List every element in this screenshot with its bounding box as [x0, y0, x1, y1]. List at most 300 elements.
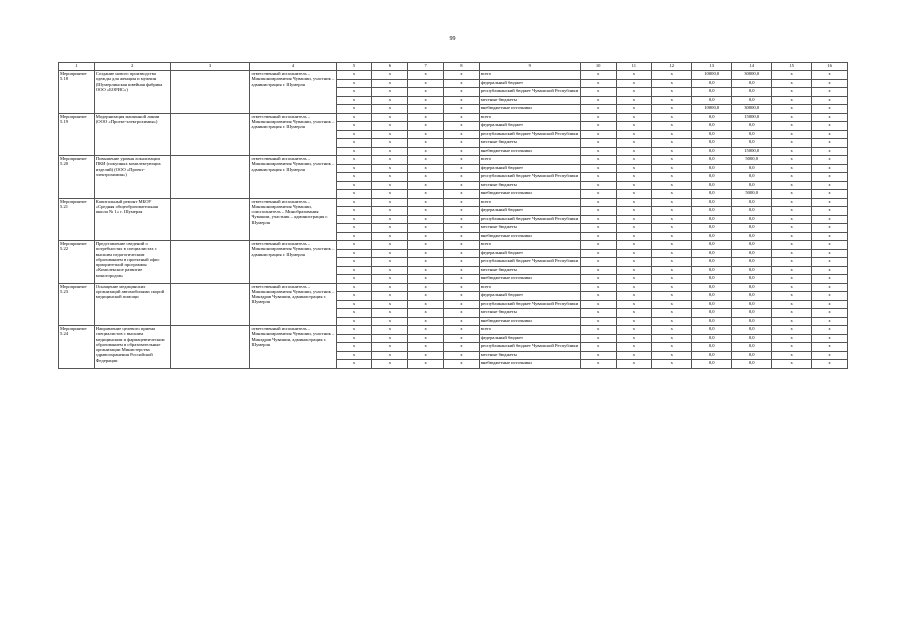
amount-cell: 0,0 — [692, 224, 732, 233]
x-mark: х — [372, 88, 408, 97]
amount-cell: 0,0 — [692, 326, 732, 335]
amount-cell: х — [812, 275, 848, 284]
event-name: Направление целевого приема специалистов с высшим медицинским и фармацевтическим образованием в образовательные организации Министерства здравоохранения Российской Федерации — [94, 326, 170, 369]
x-mark: х — [372, 96, 408, 105]
amount-cell: х — [772, 224, 812, 233]
x-mark: х — [443, 343, 479, 352]
column-number: 11 — [616, 63, 652, 71]
x-mark: х — [443, 71, 479, 80]
x-mark: х — [336, 139, 372, 148]
amount-cell: 0,0 — [692, 258, 732, 267]
x-mark: х — [336, 232, 372, 241]
x-mark: х — [408, 351, 444, 360]
x-mark: х — [408, 105, 444, 114]
x-mark: х — [443, 79, 479, 88]
column-number: 15 — [772, 63, 812, 71]
x-mark: х — [336, 173, 372, 182]
amount-cell: х — [772, 173, 812, 182]
x-mark: х — [443, 88, 479, 97]
amount-cell: х — [772, 275, 812, 284]
table-row — [59, 71, 848, 80]
amount-cell: 0,0 — [692, 360, 732, 369]
x-mark: х — [616, 326, 652, 335]
amount-cell: 0,0 — [692, 173, 732, 182]
x-mark: х — [336, 71, 372, 80]
amount-cell: 0,0 — [692, 351, 732, 360]
x-mark: х — [372, 351, 408, 360]
column-number: 14 — [732, 63, 772, 71]
funding-source: внебюджетные источники — [479, 232, 580, 241]
column-number: 7 — [408, 63, 444, 71]
x-mark: х — [372, 122, 408, 131]
x-mark: х — [580, 122, 616, 131]
funding-source: федеральный бюджет — [479, 249, 580, 258]
column-number: 2 — [94, 63, 170, 71]
x-mark: х — [652, 326, 692, 335]
amount-cell: х — [812, 190, 848, 199]
x-mark: х — [616, 343, 652, 352]
funding-source: республиканский бюджет Чувашской Республики — [479, 300, 580, 309]
x-mark: х — [616, 88, 652, 97]
x-mark: х — [443, 96, 479, 105]
x-mark: х — [372, 241, 408, 250]
event-code: Мероприятие 5.21 — [59, 198, 95, 241]
x-mark: х — [616, 292, 652, 301]
funding-source: всего — [479, 113, 580, 122]
amount-cell: х — [772, 292, 812, 301]
x-mark: х — [616, 266, 652, 275]
x-mark: х — [336, 343, 372, 352]
x-mark: х — [580, 275, 616, 284]
x-mark: х — [580, 343, 616, 352]
amount-cell: 0,0 — [732, 317, 772, 326]
x-mark: х — [580, 241, 616, 250]
funding-source: внебюджетные источники — [479, 275, 580, 284]
amount-cell: х — [772, 105, 812, 114]
amount-cell: 0,0 — [732, 326, 772, 335]
x-mark: х — [616, 300, 652, 309]
x-mark: х — [336, 190, 372, 199]
x-mark: х — [652, 292, 692, 301]
x-mark: х — [408, 224, 444, 233]
column-number: 4 — [250, 63, 336, 71]
amount-cell: х — [772, 198, 812, 207]
amount-cell: 0,0 — [692, 139, 732, 148]
x-mark: х — [443, 232, 479, 241]
x-mark: х — [336, 292, 372, 301]
funding-source: внебюджетные источники — [479, 190, 580, 199]
x-mark: х — [336, 249, 372, 258]
amount-cell: х — [812, 300, 848, 309]
event-responsible: ответственный исполнитель – Минэкономразвития Чувашии, участник – администрация г. Шумерля — [250, 71, 336, 114]
funding-source: всего — [479, 326, 580, 335]
funding-source: местные бюджеты — [479, 181, 580, 190]
x-mark: х — [580, 198, 616, 207]
amount-cell: х — [812, 334, 848, 343]
event-responsible: ответственный исполнитель – Минэкономразвития Чувашии, участник – администрация г. Шумерля — [250, 241, 336, 284]
x-mark: х — [580, 283, 616, 292]
x-mark: х — [616, 232, 652, 241]
x-mark: х — [616, 105, 652, 114]
column-number: 3 — [170, 63, 250, 71]
x-mark: х — [372, 292, 408, 301]
amount-cell: х — [812, 130, 848, 139]
amount-cell: 30000,0 — [732, 71, 772, 80]
amount-cell: х — [772, 156, 812, 165]
amount-cell: 0,0 — [732, 232, 772, 241]
amount-cell: 0,0 — [732, 258, 772, 267]
amount-cell: 0,0 — [692, 147, 732, 156]
funding-source: местные бюджеты — [479, 266, 580, 275]
x-mark: х — [336, 207, 372, 216]
x-mark: х — [372, 300, 408, 309]
x-mark: х — [652, 232, 692, 241]
amount-cell: 0,0 — [732, 207, 772, 216]
amount-cell: х — [812, 360, 848, 369]
empty-cell — [170, 326, 250, 369]
x-mark: х — [580, 224, 616, 233]
funding-source: местные бюджеты — [479, 139, 580, 148]
x-mark: х — [580, 181, 616, 190]
funding-source: внебюджетные источники — [479, 105, 580, 114]
x-mark: х — [372, 215, 408, 224]
amount-cell: 0,0 — [692, 190, 732, 199]
table-row — [59, 326, 848, 335]
amount-cell: 0,0 — [692, 275, 732, 284]
x-mark: х — [443, 207, 479, 216]
amount-cell: х — [772, 232, 812, 241]
amount-cell: 0,0 — [692, 164, 732, 173]
amount-cell: х — [812, 232, 848, 241]
x-mark: х — [408, 232, 444, 241]
x-mark: х — [372, 130, 408, 139]
event-responsible: ответственный исполнитель – Минэкономразвития Чувашии, участник – администрация г. Шумерля — [250, 156, 336, 199]
x-mark: х — [580, 326, 616, 335]
x-mark: х — [443, 113, 479, 122]
amount-cell: х — [772, 88, 812, 97]
funding-source: федеральный бюджет — [479, 292, 580, 301]
amount-cell: х — [812, 241, 848, 250]
empty-cell — [170, 198, 250, 241]
x-mark: х — [372, 139, 408, 148]
x-mark: х — [372, 249, 408, 258]
x-mark: х — [616, 198, 652, 207]
x-mark: х — [652, 275, 692, 284]
amount-cell: х — [812, 258, 848, 267]
amount-cell: 0,0 — [692, 215, 732, 224]
x-mark: х — [616, 147, 652, 156]
funding-source: всего — [479, 283, 580, 292]
x-mark: х — [443, 326, 479, 335]
amount-cell: 0,0 — [692, 241, 732, 250]
x-mark: х — [408, 309, 444, 318]
x-mark: х — [408, 215, 444, 224]
x-mark: х — [336, 181, 372, 190]
x-mark: х — [408, 139, 444, 148]
x-mark: х — [616, 173, 652, 182]
amount-cell: х — [812, 249, 848, 258]
amount-cell: х — [772, 130, 812, 139]
event-responsible: ответственный исполнитель – Минэкономразвития Чувашии, участник – Минздрав Чувашии, администрация г. Шумерля — [250, 326, 336, 369]
x-mark: х — [336, 79, 372, 88]
x-mark: х — [336, 275, 372, 284]
x-mark: х — [408, 147, 444, 156]
x-mark: х — [652, 334, 692, 343]
amount-cell: 0,0 — [692, 292, 732, 301]
amount-cell: х — [812, 79, 848, 88]
x-mark: х — [443, 258, 479, 267]
x-mark: х — [408, 122, 444, 131]
x-mark: х — [616, 249, 652, 258]
x-mark: х — [372, 326, 408, 335]
x-mark: х — [336, 258, 372, 267]
x-mark: х — [616, 334, 652, 343]
x-mark: х — [372, 224, 408, 233]
amount-cell: х — [812, 96, 848, 105]
x-mark: х — [652, 198, 692, 207]
amount-cell: х — [812, 215, 848, 224]
amount-cell: х — [772, 326, 812, 335]
x-mark: х — [652, 105, 692, 114]
column-number: 1 — [59, 63, 95, 71]
amount-cell: х — [772, 351, 812, 360]
x-mark: х — [580, 71, 616, 80]
event-name: Создание нового производства одежды для женщин и мужчин (Шумерлинская швейная фабрика ООО «БОРИС») — [94, 71, 170, 114]
amount-cell: х — [772, 334, 812, 343]
amount-cell: 0,0 — [732, 181, 772, 190]
amount-cell: х — [812, 122, 848, 131]
x-mark: х — [616, 190, 652, 199]
amount-cell: 0,0 — [692, 130, 732, 139]
x-mark: х — [408, 334, 444, 343]
x-mark: х — [336, 96, 372, 105]
funding-source: республиканский бюджет Чувашской Республики — [479, 343, 580, 352]
amount-cell: х — [772, 309, 812, 318]
x-mark: х — [616, 351, 652, 360]
amount-cell: х — [812, 173, 848, 182]
x-mark: х — [580, 173, 616, 182]
x-mark: х — [616, 122, 652, 131]
x-mark: х — [616, 309, 652, 318]
amount-cell: 0,0 — [692, 266, 732, 275]
x-mark: х — [652, 300, 692, 309]
x-mark: х — [408, 283, 444, 292]
x-mark: х — [580, 258, 616, 267]
event-code: Мероприятие 5.24 — [59, 326, 95, 369]
column-number: 9 — [479, 63, 580, 71]
amount-cell: х — [812, 224, 848, 233]
x-mark: х — [336, 147, 372, 156]
x-mark: х — [580, 292, 616, 301]
x-mark: х — [336, 300, 372, 309]
funding-source: местные бюджеты — [479, 351, 580, 360]
x-mark: х — [652, 317, 692, 326]
x-mark: х — [443, 309, 479, 318]
amount-cell: 0,0 — [692, 283, 732, 292]
funding-source: внебюджетные источники — [479, 317, 580, 326]
x-mark: х — [652, 113, 692, 122]
x-mark: х — [616, 139, 652, 148]
x-mark: х — [616, 317, 652, 326]
amount-cell: х — [812, 309, 848, 318]
amount-cell: 0,0 — [692, 113, 732, 122]
funding-source: федеральный бюджет — [479, 79, 580, 88]
table-row — [59, 198, 848, 207]
x-mark: х — [336, 105, 372, 114]
x-mark: х — [408, 71, 444, 80]
x-mark: х — [580, 139, 616, 148]
x-mark: х — [616, 71, 652, 80]
x-mark: х — [408, 156, 444, 165]
x-mark: х — [443, 190, 479, 199]
empty-cell — [170, 113, 250, 156]
amount-cell: 0,0 — [732, 139, 772, 148]
amount-cell: 10000,0 — [692, 71, 732, 80]
amount-cell: х — [812, 147, 848, 156]
x-mark: х — [652, 360, 692, 369]
x-mark: х — [443, 283, 479, 292]
funding-source: республиканский бюджет Чувашской Республики — [479, 258, 580, 267]
funding-source: внебюджетные источники — [479, 360, 580, 369]
event-responsible: ответственный исполнитель – Минэкономразвития Чувашии, участник – Минздрав Чувашии, администрация г. Шумерля — [250, 283, 336, 326]
x-mark: х — [580, 164, 616, 173]
x-mark: х — [443, 215, 479, 224]
x-mark: х — [580, 232, 616, 241]
event-name: Капитальный ремонт МБОУ «Средняя общеобразовательная школа № 1» г. Шумерля — [94, 198, 170, 241]
x-mark: х — [443, 122, 479, 131]
x-mark: х — [408, 173, 444, 182]
x-mark: х — [372, 360, 408, 369]
x-mark: х — [443, 156, 479, 165]
amount-cell: х — [772, 147, 812, 156]
x-mark: х — [443, 105, 479, 114]
x-mark: х — [408, 300, 444, 309]
x-mark: х — [372, 309, 408, 318]
x-mark: х — [580, 79, 616, 88]
column-number: 6 — [372, 63, 408, 71]
x-mark: х — [652, 147, 692, 156]
amount-cell: 5000,0 — [732, 190, 772, 199]
x-mark: х — [580, 351, 616, 360]
x-mark: х — [443, 300, 479, 309]
x-mark: х — [580, 113, 616, 122]
x-mark: х — [580, 156, 616, 165]
x-mark: х — [443, 292, 479, 301]
amount-cell: 0,0 — [732, 309, 772, 318]
x-mark: х — [652, 215, 692, 224]
column-number: 12 — [652, 63, 692, 71]
x-mark: х — [336, 198, 372, 207]
x-mark: х — [652, 224, 692, 233]
x-mark: х — [616, 113, 652, 122]
x-mark: х — [652, 343, 692, 352]
event-responsible: ответственный исполнитель – Минэкономразвития Чувашии, соисполнитель – Минобразования Чувашии, участник – администрация г. Шумерля — [250, 198, 336, 241]
amount-cell: 0,0 — [732, 300, 772, 309]
amount-cell: х — [772, 113, 812, 122]
amount-cell: х — [772, 71, 812, 80]
amount-cell: 15000,0 — [732, 113, 772, 122]
x-mark: х — [372, 207, 408, 216]
x-mark: х — [652, 207, 692, 216]
amount-cell: х — [812, 164, 848, 173]
x-mark: х — [443, 224, 479, 233]
x-mark: х — [616, 156, 652, 165]
x-mark: х — [652, 181, 692, 190]
x-mark: х — [336, 130, 372, 139]
x-mark: х — [408, 113, 444, 122]
x-mark: х — [580, 360, 616, 369]
x-mark: х — [652, 258, 692, 267]
x-mark: х — [372, 147, 408, 156]
event-code: Мероприятие 5.18 — [59, 71, 95, 114]
amount-cell: х — [772, 190, 812, 199]
x-mark: х — [443, 130, 479, 139]
amount-cell: 0,0 — [692, 88, 732, 97]
x-mark: х — [336, 309, 372, 318]
x-mark: х — [336, 224, 372, 233]
funding-source: федеральный бюджет — [479, 164, 580, 173]
x-mark: х — [372, 190, 408, 199]
event-name: Модернизация машинной линии (ООО «Проект-электрохимия») — [94, 113, 170, 156]
amount-cell: 0,0 — [732, 249, 772, 258]
amount-cell: х — [812, 207, 848, 216]
amount-cell: х — [812, 343, 848, 352]
x-mark: х — [580, 215, 616, 224]
x-mark: х — [408, 207, 444, 216]
amount-cell: 0,0 — [692, 309, 732, 318]
event-name: Оснащение медицинских организаций автомобилями скорой медицинской помощи — [94, 283, 170, 326]
amount-cell: х — [812, 139, 848, 148]
x-mark: х — [652, 249, 692, 258]
x-mark: х — [616, 215, 652, 224]
amount-cell: 0,0 — [692, 232, 732, 241]
event-code: Мероприятие 5.19 — [59, 113, 95, 156]
amount-cell: х — [772, 164, 812, 173]
x-mark: х — [443, 360, 479, 369]
amount-cell: х — [772, 241, 812, 250]
table-row — [59, 283, 848, 292]
funding-source: федеральный бюджет — [479, 207, 580, 216]
x-mark: х — [443, 164, 479, 173]
x-mark: х — [408, 130, 444, 139]
x-mark: х — [408, 275, 444, 284]
x-mark: х — [336, 317, 372, 326]
x-mark: х — [408, 266, 444, 275]
x-mark: х — [580, 190, 616, 199]
event-code: Мероприятие 5.22 — [59, 241, 95, 284]
empty-cell — [170, 156, 250, 199]
funding-source: всего — [479, 241, 580, 250]
funding-source: всего — [479, 71, 580, 80]
funding-source: местные бюджеты — [479, 96, 580, 105]
amount-cell: 0,0 — [692, 334, 732, 343]
funding-source: местные бюджеты — [479, 309, 580, 318]
x-mark: х — [336, 283, 372, 292]
x-mark: х — [408, 79, 444, 88]
amount-cell: 0,0 — [732, 241, 772, 250]
x-mark: х — [372, 181, 408, 190]
amount-cell: х — [772, 79, 812, 88]
x-mark: х — [652, 283, 692, 292]
column-number: 16 — [812, 63, 848, 71]
x-mark: х — [652, 139, 692, 148]
funding-source: всего — [479, 198, 580, 207]
column-number: 5 — [336, 63, 372, 71]
amount-cell: 0,0 — [692, 96, 732, 105]
x-mark: х — [443, 266, 479, 275]
amount-cell: 0,0 — [692, 300, 732, 309]
amount-cell: 0,0 — [732, 88, 772, 97]
